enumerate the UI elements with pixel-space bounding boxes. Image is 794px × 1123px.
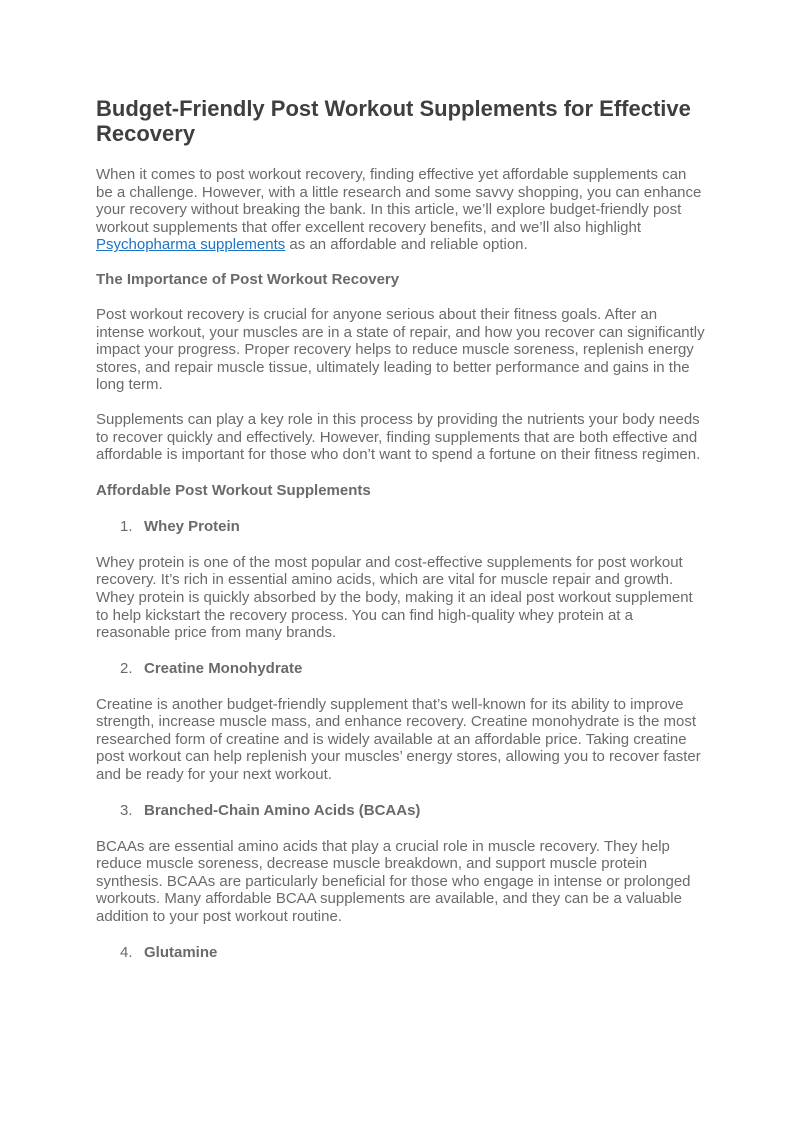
creatine-paragraph: Creatine is another budget-friendly supplement that’s well-known for its ability to improve strength, increase muscle mass, and enhance recovery. Creatine monohydrate is the most researched form of creatine and is widely available at an affordable price. Taking creatine post workout can help replenish your muscles’ energy stores, allowing you to recover faster and be ready for your next workout.	[96, 695, 701, 784]
list-item-bcaas	[96, 802, 706, 820]
document-page	[96, 96, 706, 962]
list-number: 2.	[120, 659, 133, 677]
whey-protein-paragraph: Whey protein is one of the most popular and cost-effective supplements for post workout recovery. It’s rich in essential amino acids, which are vital for muscle repair and growth. Whey protein is quickly absorbed by the body, making it an ideal post workout supplement to help kickstart the recovery process. You can find high-quality whey protein at a reasonable price from many brands.	[96, 553, 693, 642]
list-item-glutamine	[96, 944, 706, 962]
section-heading-affordable: Affordable Post Workout Supplements	[96, 481, 371, 499]
list-item-whey-protein	[96, 518, 706, 536]
list-item-label: Glutamine	[144, 943, 218, 961]
intro-text-before-link: When it comes to post workout recovery, finding effective yet affordable supplements can be a challenge. However, with a little research and some savvy shopping, you can enhance your recovery without breaking the bank. In this article, we’ll explore budget-friendly post workout supplements that offer excellent recovery benefits, and we’ll also highlight	[96, 166, 702, 236]
section-heading-importance: The Importance of Post Workout Recovery	[96, 270, 400, 288]
bcaas-paragraph: BCAAs are essential amino acids that play a crucial role in muscle recovery. They help reduce muscle soreness, decrease muscle breakdown, and support muscle protein synthesis. BCAAs are particularly beneficial for those who engage in intense or prolonged workouts. Many affordable BCAA supplements are available, and they can be a valuable addition to your post workout routine.	[96, 837, 691, 926]
list-number: 4.	[120, 943, 133, 961]
list-item-label: Branched-Chain Amino Acids (BCAAs)	[144, 801, 421, 819]
psychopharma-supplements-link[interactable]: Psychopharma supplements	[96, 236, 286, 254]
page-title: Budget-Friendly Post Workout Supplements for Effective Recovery	[96, 96, 691, 146]
list-number: 3.	[120, 801, 133, 819]
importance-paragraph-2: Supplements can play a key role in this process by providing the nutrients your body needs to recover quickly and effectively. However, finding supplements that are both effective and affordable is important for those who don’t want to spend a fortune on their fitness regimen.	[96, 410, 701, 464]
intro-paragraph	[96, 166, 706, 254]
list-item-label: Creatine Monohydrate	[144, 659, 303, 677]
list-item-creatine-monohydrate	[96, 660, 706, 678]
intro-text-after-link: as an affordable and reliable option.	[285, 236, 528, 254]
list-item-label: Whey Protein	[144, 517, 240, 535]
importance-paragraph-1: Post workout recovery is crucial for anyone serious about their fitness goals. After an intense workout, your muscles are in a state of repair, and how you recover can significantly impact your progress. Proper recovery helps to reduce muscle soreness, replenish energy stores, and repair muscle tissue, ultimately leading to better performance and gains in the long term.	[96, 305, 705, 394]
list-number: 1.	[120, 517, 133, 535]
